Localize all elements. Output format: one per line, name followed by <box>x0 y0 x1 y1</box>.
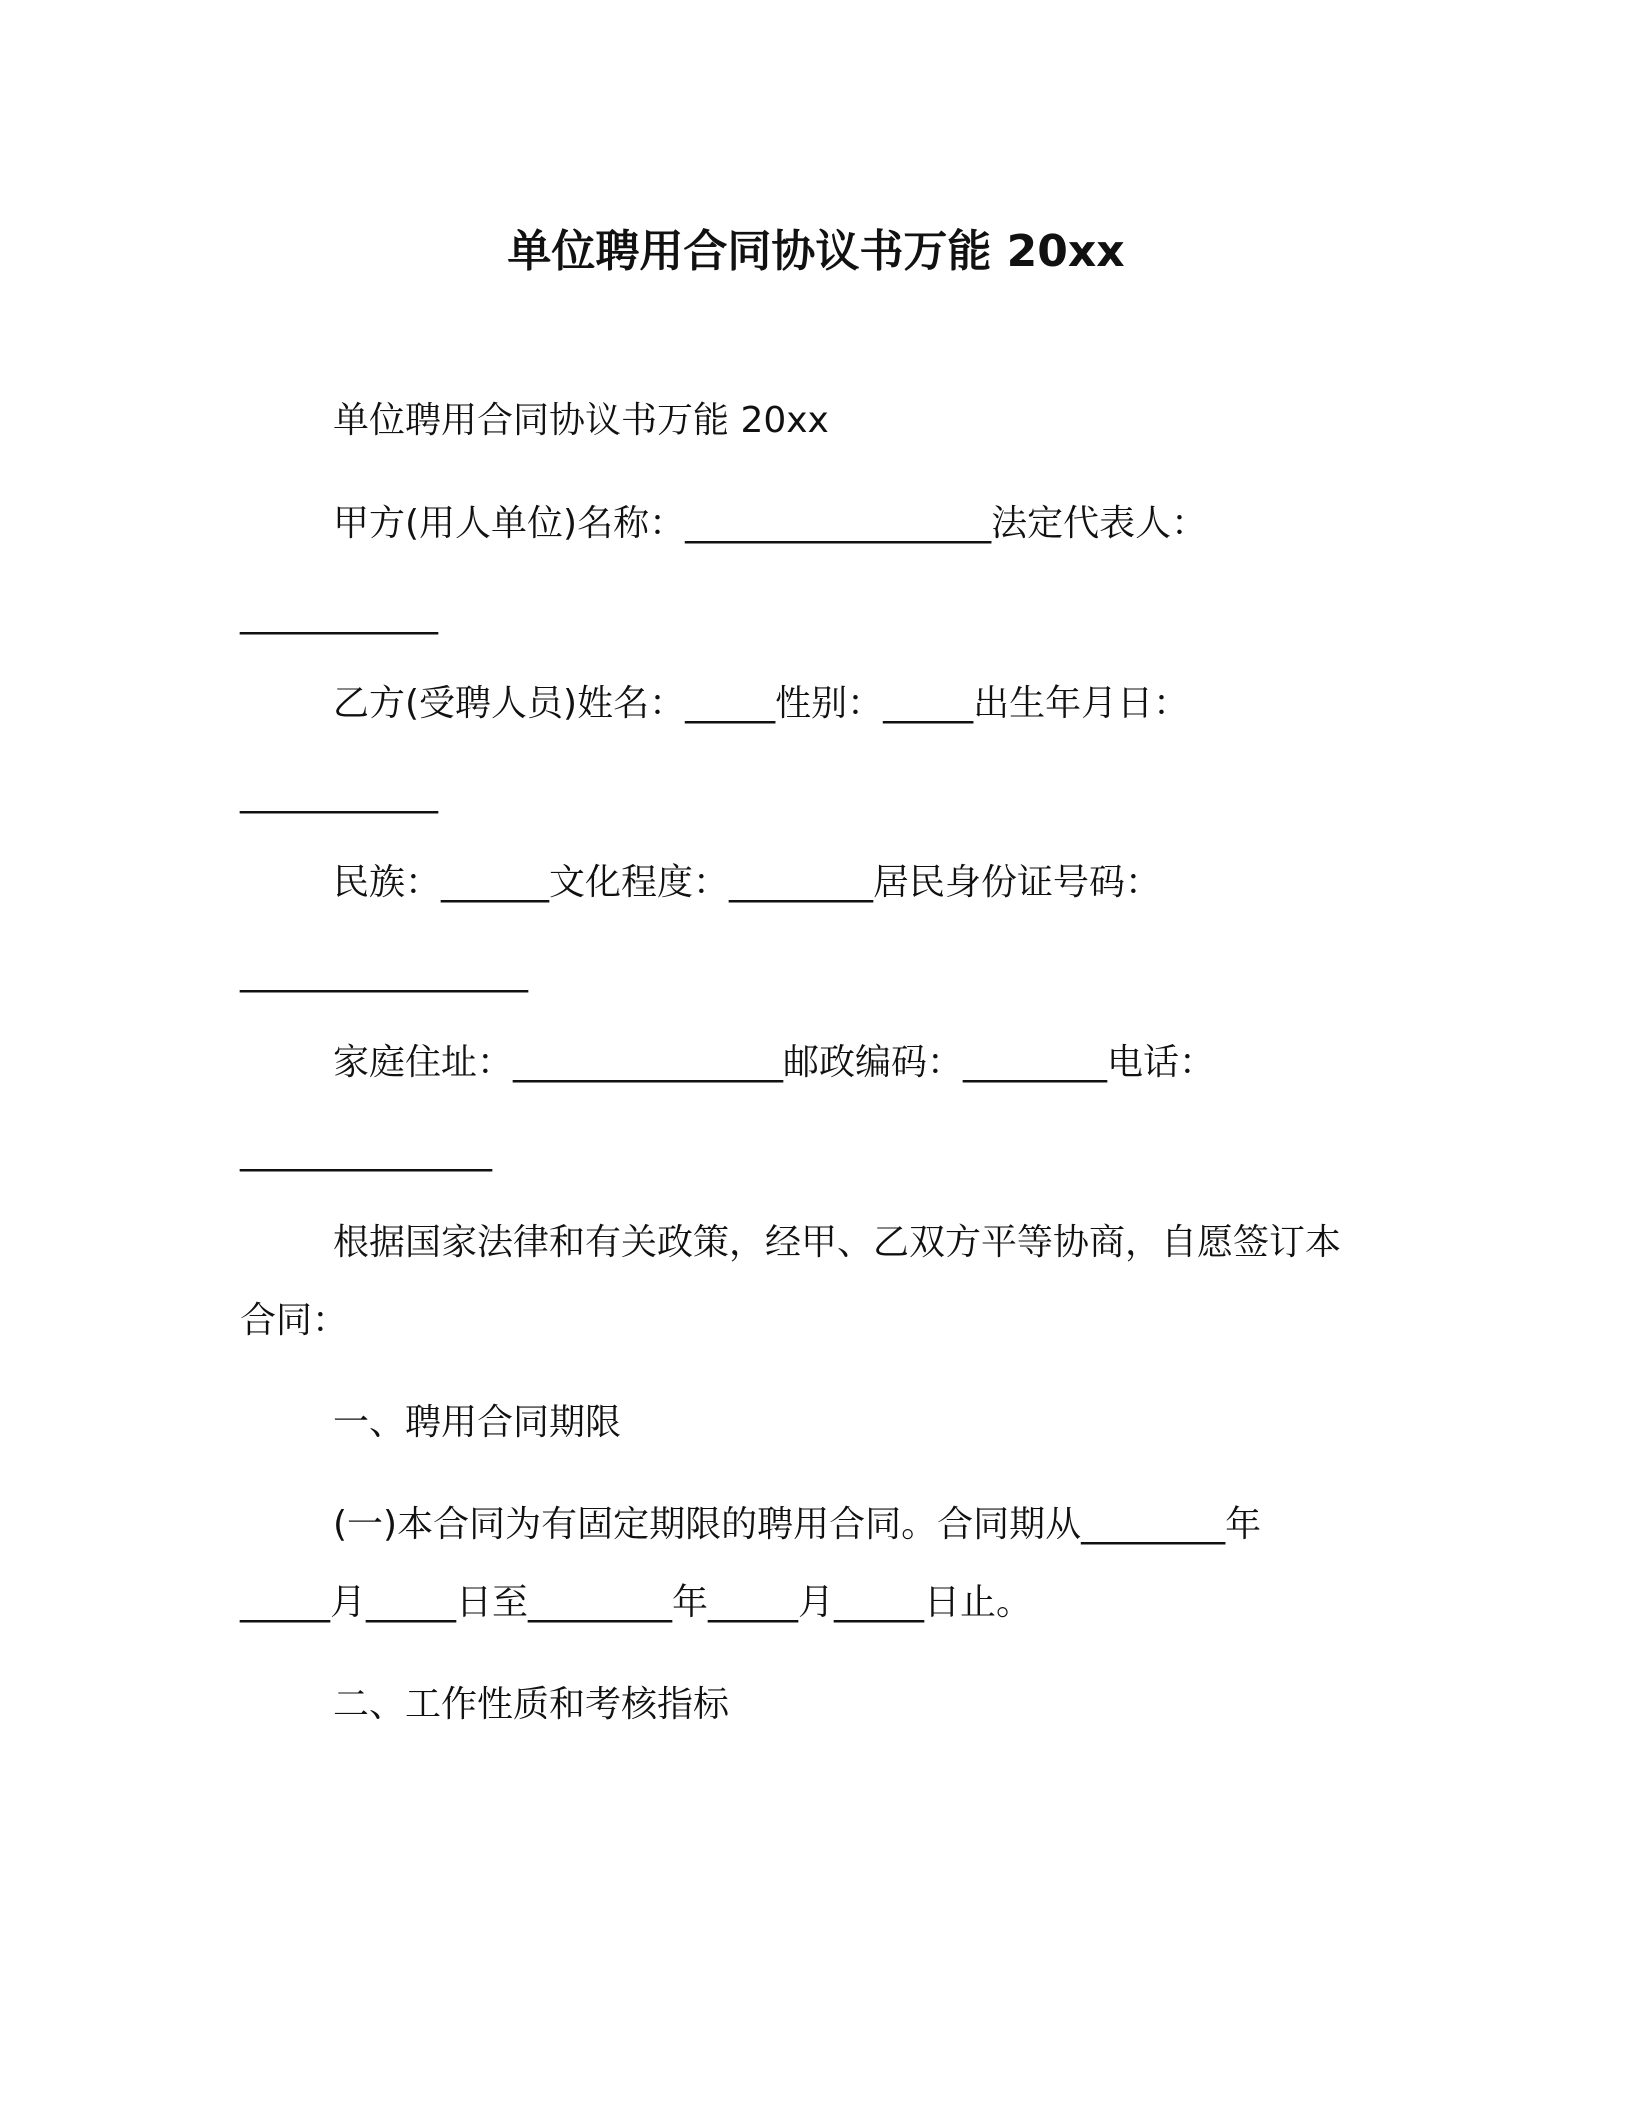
party-b-line-2-blank: ________________ <box>240 952 528 993</box>
document-title: 单位聘用合同协议书万能 20xx <box>507 226 1125 277</box>
document-subtitle: 单位聘用合同协议书万能 20xx <box>333 400 829 441</box>
section-2-heading: 二、工作性质和考核指标 <box>333 1684 730 1725</box>
section-1-item-1-line-1: (一)本合同为有固定期限的聘用合同。合同期从________年 <box>333 1504 1262 1545</box>
preamble-line-1: 根据国家法律和有关政策，经甲、乙双方平等协商，自愿签订本 <box>333 1222 1342 1263</box>
party-b-line-3: 家庭住址：_______________邮政编码：________电话： <box>333 1042 1216 1083</box>
section-1-item-1-line-2: _____月_____日至________年_____月_____日止。 <box>240 1582 1033 1623</box>
party-b-line-3-blank: ______________ <box>240 1131 492 1172</box>
party-b-line-2: 民族：______文化程度：________居民身份证号码： <box>333 862 1162 903</box>
party-b-line-1-blank: ___________ <box>240 773 438 814</box>
party-a-line: 甲方(用人单位)名称：_________________法定代表人： <box>333 503 1208 544</box>
section-1-heading: 一、聘用合同期限 <box>333 1402 622 1443</box>
preamble-line-2: 合同： <box>240 1300 349 1341</box>
party-b-line-1: 乙方(受聘人员)姓名：_____性别：_____出生年月日： <box>333 683 1190 724</box>
party-a-blank: ___________ <box>240 594 438 635</box>
